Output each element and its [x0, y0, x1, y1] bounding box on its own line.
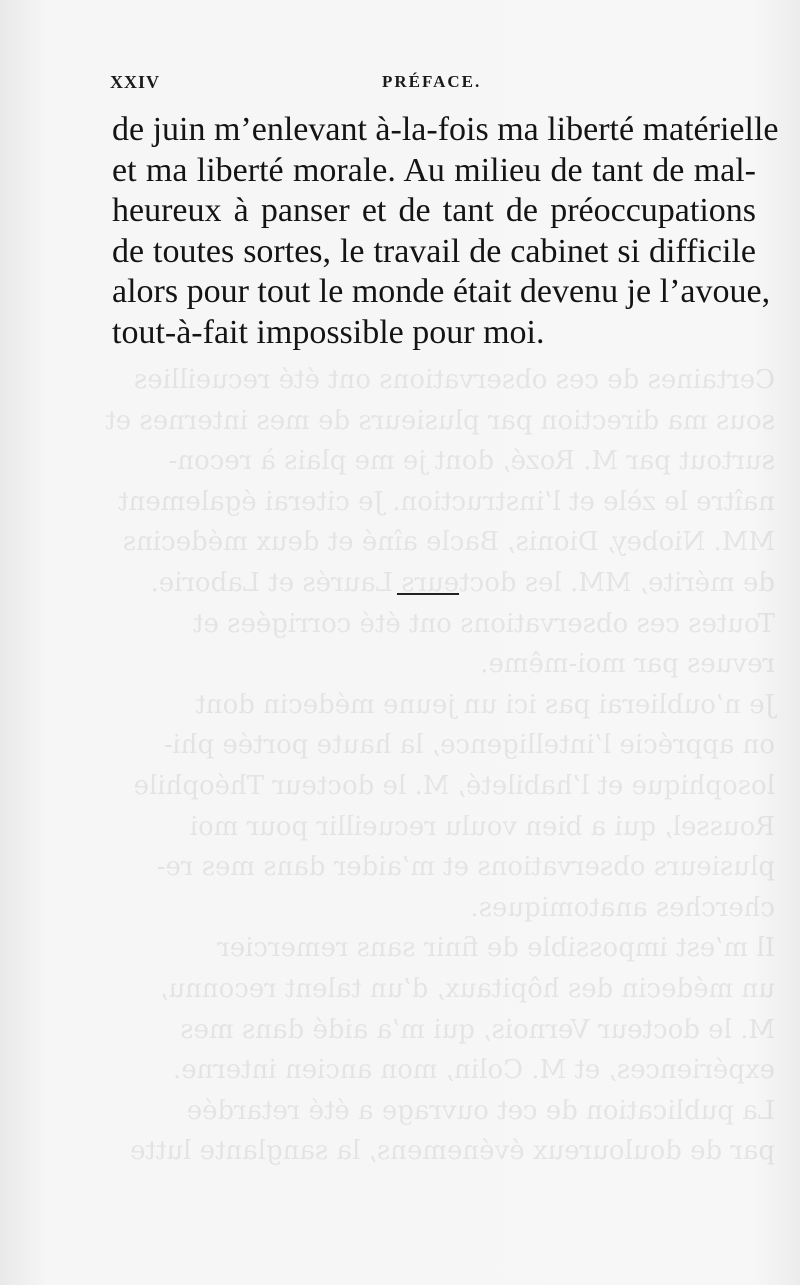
show-through-line: expériences, et M. Colin, mon ancien interne. — [172, 1055, 775, 1086]
show-through-line: on apprécie l’intelligence, la haute portée phi- — [163, 730, 775, 761]
page-number: XXIV — [110, 72, 161, 92]
running-title: PRÉFACE. — [382, 72, 482, 91]
show-through-line: Certaines de ces observations ont été recueillies — [133, 365, 775, 395]
show-through-line: cherches anatomiques. — [470, 892, 775, 923]
show-through-line: Toutes ces observations ont été corrigées et — [193, 608, 775, 639]
show-through-line: un médecin des hôpitaux, d’un talent reconnu, — [160, 973, 775, 1004]
show-through-line: surtout par M. Rozé, dont je me plais à recon- — [168, 446, 775, 477]
section-divider — [397, 593, 459, 595]
show-through-line: revues par moi-même. — [480, 649, 775, 680]
text-line: tout-à-fait impossible pour moi. — [112, 313, 545, 351]
text-line: et ma liberté morale. Au milieu de tant de mal- — [112, 151, 756, 189]
running-header — [110, 72, 750, 96]
show-through-line: Il m’est impossible de finir sans remercier — [217, 933, 775, 964]
show-through-line: de mérite, MM. les docteurs Laurés et Laborie. — [150, 567, 775, 598]
show-through-line: Roussel, qui a bien voulu recueillir pour moi — [189, 811, 775, 842]
show-through-text — [95, 360, 775, 1172]
show-through-line: Je n’oublierai pas ici un jeune médecin dont — [195, 689, 775, 720]
show-through-line: M. le docteur Vernois, qui m’a aidé dans mes — [180, 1014, 775, 1045]
show-through-line: sous ma direction par plusieurs de mes internes et — [105, 405, 775, 436]
show-through-line: plusieurs observations et m’aider dans mes re- — [156, 852, 775, 883]
text-line: heureux à panser et de tant de préoccupations — [112, 192, 756, 229]
show-through-line: naître le zèle et l’instruction. Je citerai également — [118, 486, 775, 517]
show-through-line: MM. Niobey, Dionis, Bacle aîné et deux médecins — [122, 527, 775, 558]
show-through-line: losophique et l’habileté, M. le docteur Théophile — [133, 770, 775, 801]
show-through-line: La publication de cet ouvrage a été retardée — [186, 1095, 775, 1126]
text-line: de juin m’enlevant à-la-fois ma liberté matérielle — [112, 111, 779, 148]
show-through-line: par de douloureux événemens, la sanglante lutte — [130, 1136, 775, 1167]
text-line: alors pour tout le monde était devenu je l’avoue, — [112, 273, 771, 310]
body-paragraph — [112, 110, 779, 353]
text-line: de toutes sortes, le travail de cabinet si difficile — [112, 232, 756, 270]
